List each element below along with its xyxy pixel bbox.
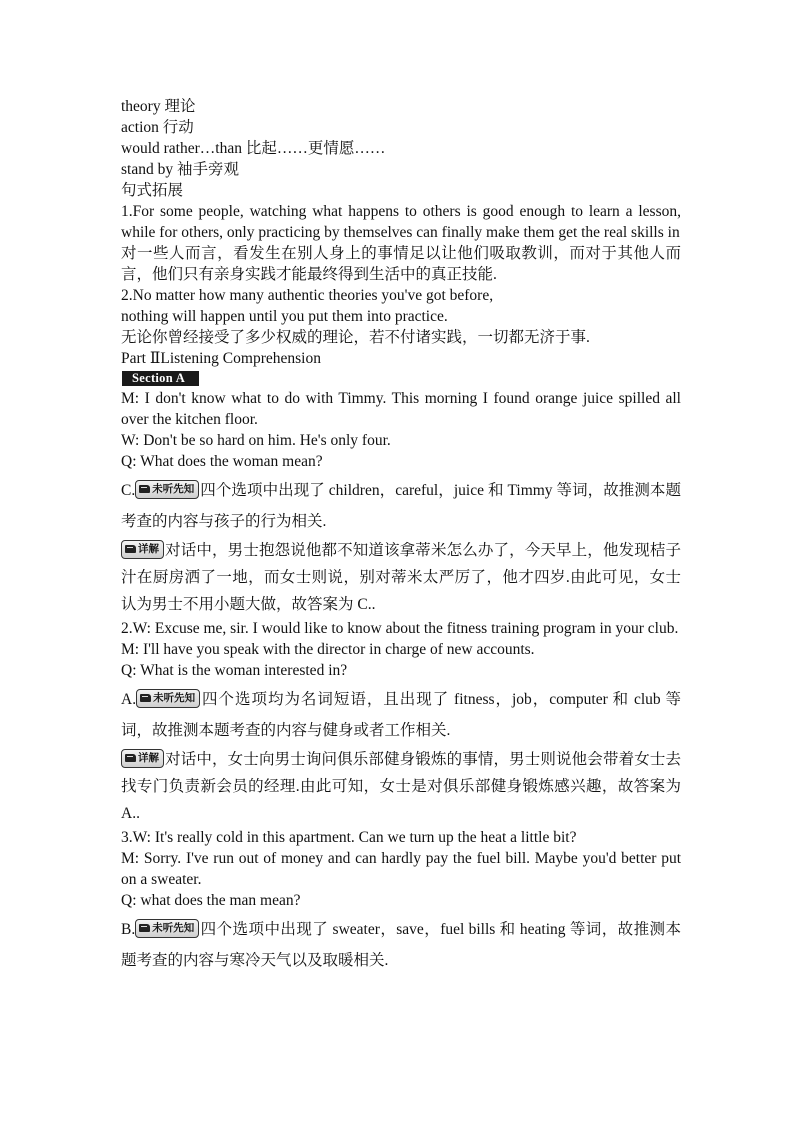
q2-question: Q: What is the woman interested in? (121, 662, 348, 679)
clapper-icon (139, 924, 150, 932)
q2-detail (121, 746, 681, 827)
q3-answer: B. (121, 921, 136, 938)
q2-answer: A. (121, 691, 137, 708)
q3-man-line: M: Sorry. I've run out of money and can hardly pay the fuel bill. Maybe you'd better put on a sweater. (121, 850, 681, 888)
q1-detail-text: 对话中，男士抱怨说他都不知道该拿蒂米怎么办了，今天早上，他发现桔子汁在厨房洒了一地，而女士则说，别对蒂米太严厉了，他才四岁.由此可见，女士认为男士不用小题大做，故答案为 C.. (121, 542, 681, 613)
document-page (121, 96, 681, 976)
vocab-action: action 行动 (121, 119, 194, 136)
preview-badge: 未听先知 (135, 919, 199, 938)
detail-badge: 详解 (121, 540, 164, 559)
sentence-2-chinese: 无论你曾经接受了多少权威的理论，若不付诸实践，一切都无济于事. (121, 329, 590, 346)
q1-preview-text: 四个选项中出现了 children，careful，juice 和 Timmy 等词，故推测本题考查的内容与孩子的行为相关. (121, 482, 681, 530)
q1-woman-line: W: Don't be so hard on him. He's only four. (121, 432, 391, 449)
clapper-icon (125, 754, 136, 762)
q2-preview (121, 684, 681, 746)
section-badge: Section A (122, 371, 199, 386)
clapper-icon (140, 694, 151, 702)
vocab-theory: theory 理论 (121, 98, 196, 115)
vocab-would-rather: would rather…than 比起……更情愿…… (121, 140, 386, 157)
sentence-1-english: 1.For some people, watching what happens to others is good enough to learn a lesson, while for others, only practicing by themselves can finally make them get the real skills in (121, 203, 681, 241)
vocab-stand-by: stand by 袖手旁观 (121, 161, 239, 178)
clapper-icon (125, 545, 136, 553)
q1-preview (121, 475, 681, 537)
q2-detail-text: 对话中，女士向男士询问俱乐部健身锻炼的事情，男士则说他会带着女士去找专门负责新会员的经理.由此可知，女士是对俱乐部健身锻炼感兴趣，故答案为 A.. (121, 751, 681, 822)
q3-question: Q: what does the man mean? (121, 892, 301, 909)
q1-answer: C. (121, 482, 136, 499)
q2-preview-text: 四个选项均为名词短语，且出现了 fitness，job，computer 和 club 等词，故推测本题考查的内容与健身或者工作相关. (121, 691, 681, 739)
sentence-heading: 句式拓展 (121, 182, 184, 199)
sentence-1-chinese: 对一些人而言，看发生在别人身上的事情足以让他们吸取教训，而对于其他人而言，他们只有亲身实践才能最终得到生活中的真正技能. (121, 245, 681, 283)
q1-detail (121, 537, 681, 618)
q3-woman-line: 3.W: It's really cold in this apartment. Can we turn up the heat a little bit? (121, 829, 577, 846)
sentence-2-english-line2: nothing will happen until you put them into practice. (121, 308, 448, 325)
q1-man-line: M: I don't know what to do with Timmy. This morning I found orange juice spilled all over the kitchen floor. (121, 390, 681, 428)
q1-question: Q: What does the woman mean? (121, 453, 323, 470)
q3-preview-text: 四个选项中出现了 sweater，save，fuel bills 和 heating 等词，故推测本题考查的内容与寒冷天气以及取暖相关. (121, 921, 681, 969)
q2-woman-line: 2.W: Excuse me, sir. I would like to know about the fitness training program in your club. (121, 620, 679, 637)
preview-badge: 未听先知 (135, 480, 199, 499)
part-title: Part ⅡListening Comprehension (121, 350, 321, 367)
section-heading (121, 369, 681, 388)
preview-badge: 未听先知 (136, 689, 200, 708)
sentence-2-english-line1: 2.No matter how many authentic theories you've got before, (121, 287, 494, 304)
detail-badge: 详解 (121, 749, 164, 768)
q3-preview (121, 914, 681, 976)
q2-man-line: M: I'll have you speak with the director in charge of new accounts. (121, 641, 535, 658)
clapper-icon (139, 485, 150, 493)
